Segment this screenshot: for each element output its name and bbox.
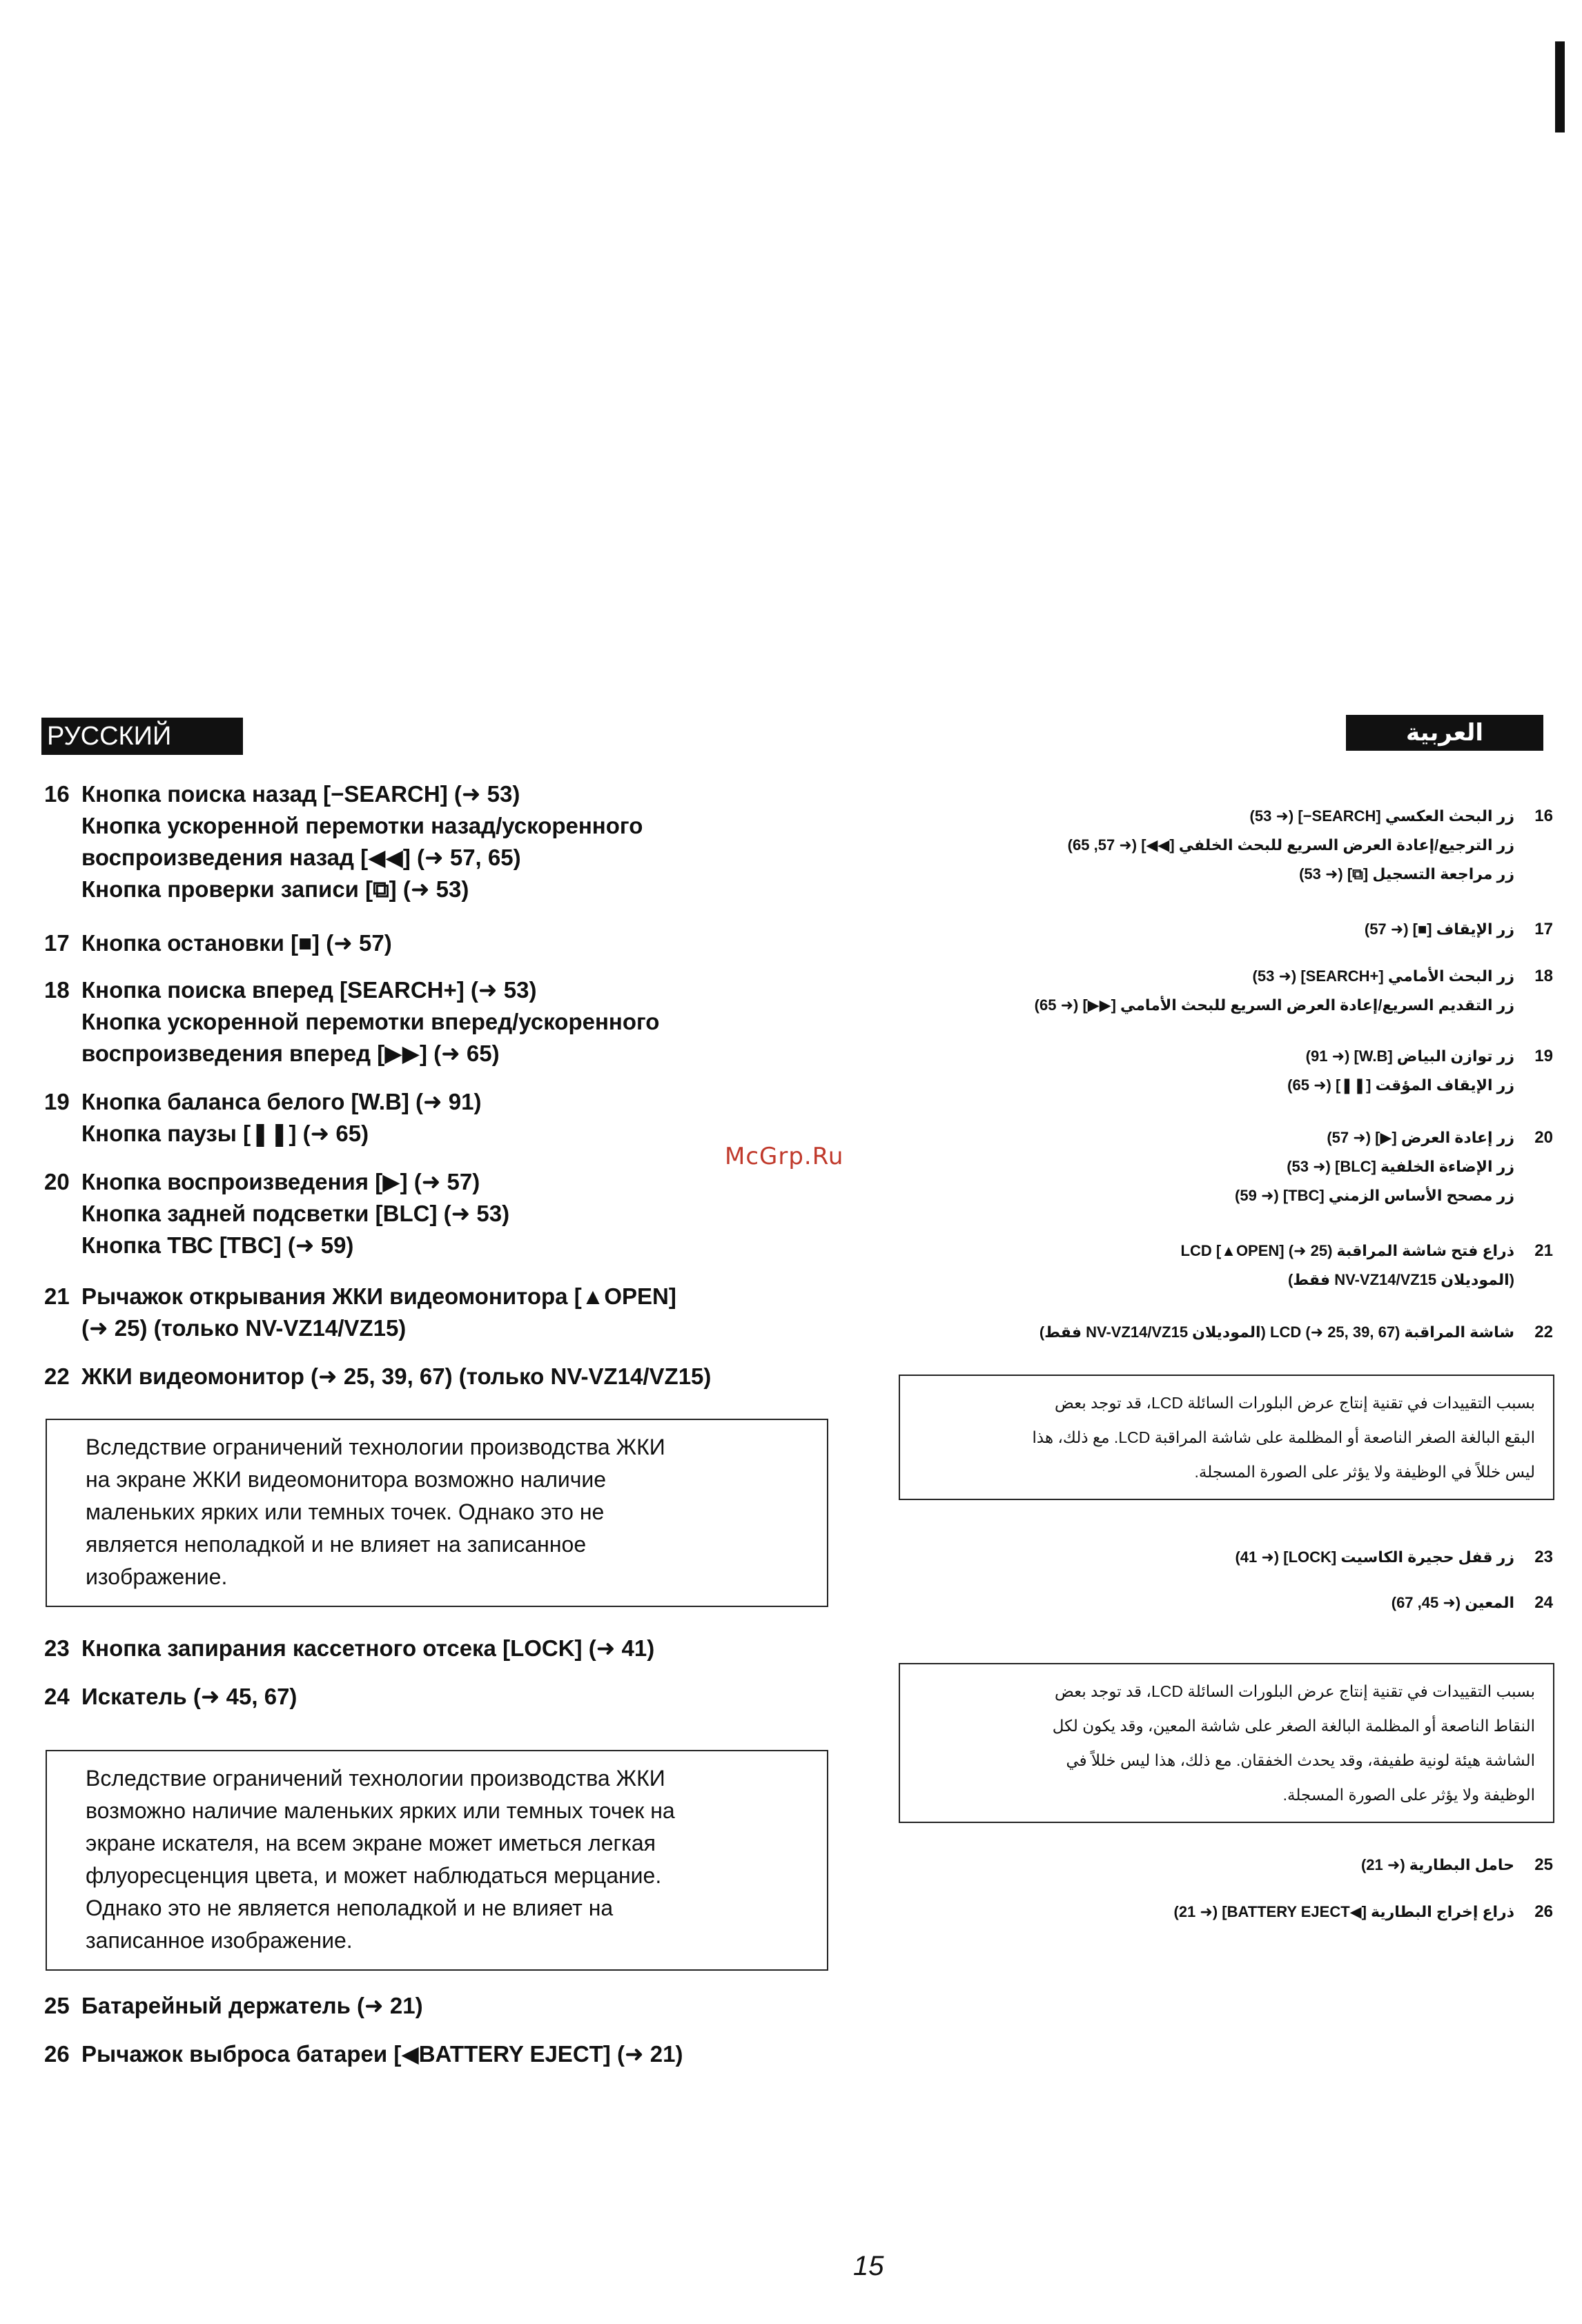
- ru-viewfinder-note: [46, 1750, 828, 1971]
- item-number: 16: [1534, 807, 1553, 825]
- item-line: Кнопка проверки записи [⧉] (➜ 53): [81, 876, 469, 902]
- ru-item-22: [44, 1361, 711, 1392]
- watermark: McGrp.Ru: [725, 1143, 844, 1170]
- item-line: زر مصحح الأساس الزمني [TBC] (➜ 59): [1235, 1187, 1514, 1204]
- ru-item-17: [44, 927, 392, 959]
- item-number: 17: [44, 930, 70, 956]
- ru-item-21: [44, 1281, 676, 1344]
- item-line: Кнопка воспроизведения [▶] (➜ 57): [81, 1169, 480, 1194]
- ru-item-25: [44, 1990, 423, 2022]
- item-line: زر الإيقاف المؤقت [❚❚] (➜ 65): [1287, 1076, 1514, 1094]
- item-number: 20: [44, 1169, 70, 1194]
- item-line: ذراع فتح شاشة المراقبة LCD [▲OPEN] (➜ 25): [1180, 1242, 1514, 1259]
- note-line: البقع البالغة الصغر الناصعة أو المظلمة على شاشة المراقبة LCD. مع ذلك، هذا: [1032, 1428, 1535, 1446]
- item-line: زر مراجعة التسجيل [⧉] (➜ 53): [1299, 865, 1514, 883]
- page-edge-marker: [1555, 41, 1565, 132]
- russian-language-header: РУССКИЙ ЯЗЫК: [41, 718, 243, 755]
- item-line: زر الإضاءة الخلفية [BLC] (➜ 53): [1287, 1158, 1514, 1175]
- item-line: Рычажок выброса батареи [◀BATTERY EJECT] (➜ 21): [81, 2041, 683, 2067]
- item-number: 17: [1534, 920, 1553, 938]
- item-line: زر الإيقاف [■] (➜ 57): [1364, 920, 1514, 938]
- item-number: 20: [1534, 1128, 1553, 1147]
- note-line: Однако это не является неполадкой и не влияет на: [86, 1895, 614, 1920]
- ru-item-24: [44, 1681, 297, 1713]
- item-line: Кнопка баланса белого [W.B] (➜ 91): [81, 1089, 482, 1114]
- item-number: 21: [44, 1283, 70, 1309]
- item-line: زر قفل حجيرة الكاسيت [LOCK] (➜ 41): [1235, 1548, 1514, 1566]
- item-line: المعين (➜ 45, 67): [1391, 1594, 1514, 1611]
- item-number: 18: [44, 977, 70, 1003]
- note-line: флуоресценция цвета, и может наблюдаться мерцание.: [86, 1863, 662, 1888]
- item-line: воспроизведения назад [◀◀] (➜ 57, 65): [81, 845, 521, 870]
- ar-lcd-note: [899, 1375, 1554, 1500]
- note-line: на экране ЖКИ видеомонитора возможно наличие: [86, 1467, 607, 1492]
- item-line: (➜ 25) (только NV-VZ14/VZ15): [81, 1315, 407, 1341]
- item-line: Искатель (➜ 45, 67): [81, 1684, 297, 1709]
- item-line: زر البحث العكسي [SEARCH−] (➜ 53): [1249, 807, 1514, 825]
- item-line: Кнопка паузы [❚❚] (➜ 65): [81, 1121, 369, 1146]
- note-line: ليس خللاً في الوظيفة ولا يؤثر على الصورة المسجلة.: [1194, 1463, 1535, 1481]
- arabic-language-header: العربية: [1346, 715, 1543, 751]
- note-line: экране искателя, на всем экране может иметься легкая: [86, 1831, 656, 1855]
- item-line: Кнопка ускоренной перемотки назад/ускоренного: [81, 813, 643, 838]
- item-line: (الموديلان NV-VZ14/VZ15 فقط): [1287, 1271, 1514, 1288]
- item-number: 23: [44, 1635, 70, 1661]
- item-line: Кнопка задней подсветки [BLC] (➜ 53): [81, 1201, 510, 1226]
- item-line: حامل البطارية (➜ 21): [1360, 1856, 1514, 1873]
- item-number: 16: [44, 781, 70, 807]
- note-line: записанное изображение.: [86, 1928, 353, 1953]
- ar-viewfinder-note: [899, 1663, 1554, 1823]
- item-line: زر التقديم السريع/إعادة العرض السريع للبحث الأمامي [▶▶] (➜ 65): [1034, 996, 1514, 1014]
- item-line: ЖКИ видеомонитор (➜ 25, 39, 67) (только NV-VZ14/VZ15): [81, 1363, 712, 1389]
- item-number: 24: [44, 1684, 70, 1709]
- item-line: ذراع إخراج البطارية [◀BATTERY EJECT] (➜ 21): [1173, 1903, 1514, 1920]
- item-number: 22: [1534, 1323, 1553, 1341]
- note-line: بسبب التقييدات في تقنية إنتاج عرض البلورات السائلة LCD، قد توجد بعض: [1055, 1394, 1535, 1412]
- ar-item-16: [814, 802, 1553, 892]
- note-line: изображение.: [86, 1564, 228, 1589]
- item-line: Кнопка ускоренной перемотки вперед/ускоренного: [81, 1009, 660, 1034]
- note-line: маленьких ярких или темных точек. Однако это не: [86, 1499, 605, 1524]
- item-number: 18: [1534, 967, 1553, 985]
- note-line: является неполадкой и не влияет на записанное: [86, 1532, 587, 1557]
- ru-item-16: [44, 778, 643, 905]
- item-line: воспроизведения вперед [▶▶] (➜ 65): [81, 1041, 500, 1066]
- item-number: 25: [44, 1993, 70, 2018]
- item-number: 19: [1534, 1047, 1553, 1065]
- ru-lcd-note: [46, 1419, 828, 1607]
- item-number: 26: [44, 2041, 70, 2067]
- item-number: 22: [44, 1363, 70, 1389]
- item-number: 24: [1534, 1593, 1553, 1612]
- page-number: 15: [853, 2251, 884, 2281]
- ru-item-20: [44, 1166, 509, 1261]
- item-line: Рычажок открывания ЖКИ видеомонитора [▲OPEN]: [81, 1283, 676, 1309]
- item-line: Кнопка запирания кассетного отсека [LOCK] (➜ 41): [81, 1635, 655, 1661]
- item-line: Кнопка ТВС [TBC] (➜ 59): [81, 1232, 354, 1258]
- ru-item-26: [44, 2038, 683, 2070]
- item-line: Батарейный держатель (➜ 21): [81, 1993, 423, 2018]
- note-line: الشاشة هيئة لونية طفيفة، وقد يحدث الخفقان. مع ذلك، هذا ليس خللاً في: [1066, 1751, 1535, 1769]
- item-number: 25: [1534, 1855, 1553, 1874]
- item-line: زر إعادة العرض [▶] (➜ 57): [1327, 1129, 1514, 1146]
- note-line: الوظيفة ولا يؤثر على الصورة المسجلة.: [1282, 1786, 1535, 1804]
- note-line: возможно наличие маленьких ярких или темных точек на: [86, 1798, 675, 1823]
- item-number: 23: [1534, 1548, 1553, 1566]
- ru-item-19: [44, 1086, 482, 1150]
- item-number: 19: [44, 1089, 70, 1114]
- item-line: Кнопка поиска назад [−SEARCH] (➜ 53): [81, 781, 520, 807]
- note-line: بسبب التقييدات في تقنية إنتاج عرض البلورات السائلة LCD، قد توجد بعض: [1055, 1682, 1535, 1700]
- note-line: النقاط الناصعة أو المظلمة البالغة الصغر على شاشة المعين، وقد يكون لكل: [1052, 1717, 1535, 1735]
- ru-item-18: [44, 974, 659, 1070]
- item-line: Кнопка остановки [■] (➜ 57): [81, 930, 392, 956]
- item-number: 21: [1534, 1241, 1553, 1260]
- item-line: زر الترجيع/إعادة العرض السريع للبحث الخلفي [◀◀] (➜ 57, 65): [1067, 836, 1514, 854]
- item-line: شاشة المراقبة LCD (➜ 25, 39, 67) (الموديلان NV-VZ14/VZ15 فقط): [1039, 1323, 1514, 1341]
- item-line: زر توازن البياض [W.B] (➜ 91): [1305, 1047, 1514, 1065]
- note-line: Вследствие ограничений технологии производства ЖКИ: [86, 1766, 665, 1791]
- ru-item-23: [44, 1633, 654, 1664]
- note-line: Вследствие ограничений технологии производства ЖКИ: [86, 1435, 665, 1459]
- item-number: 26: [1534, 1902, 1553, 1921]
- item-line: زر البحث الأمامي [+SEARCH] (➜ 53): [1252, 967, 1514, 985]
- item-line: Кнопка поиска вперед [SEARCH+] (➜ 53): [81, 977, 537, 1003]
